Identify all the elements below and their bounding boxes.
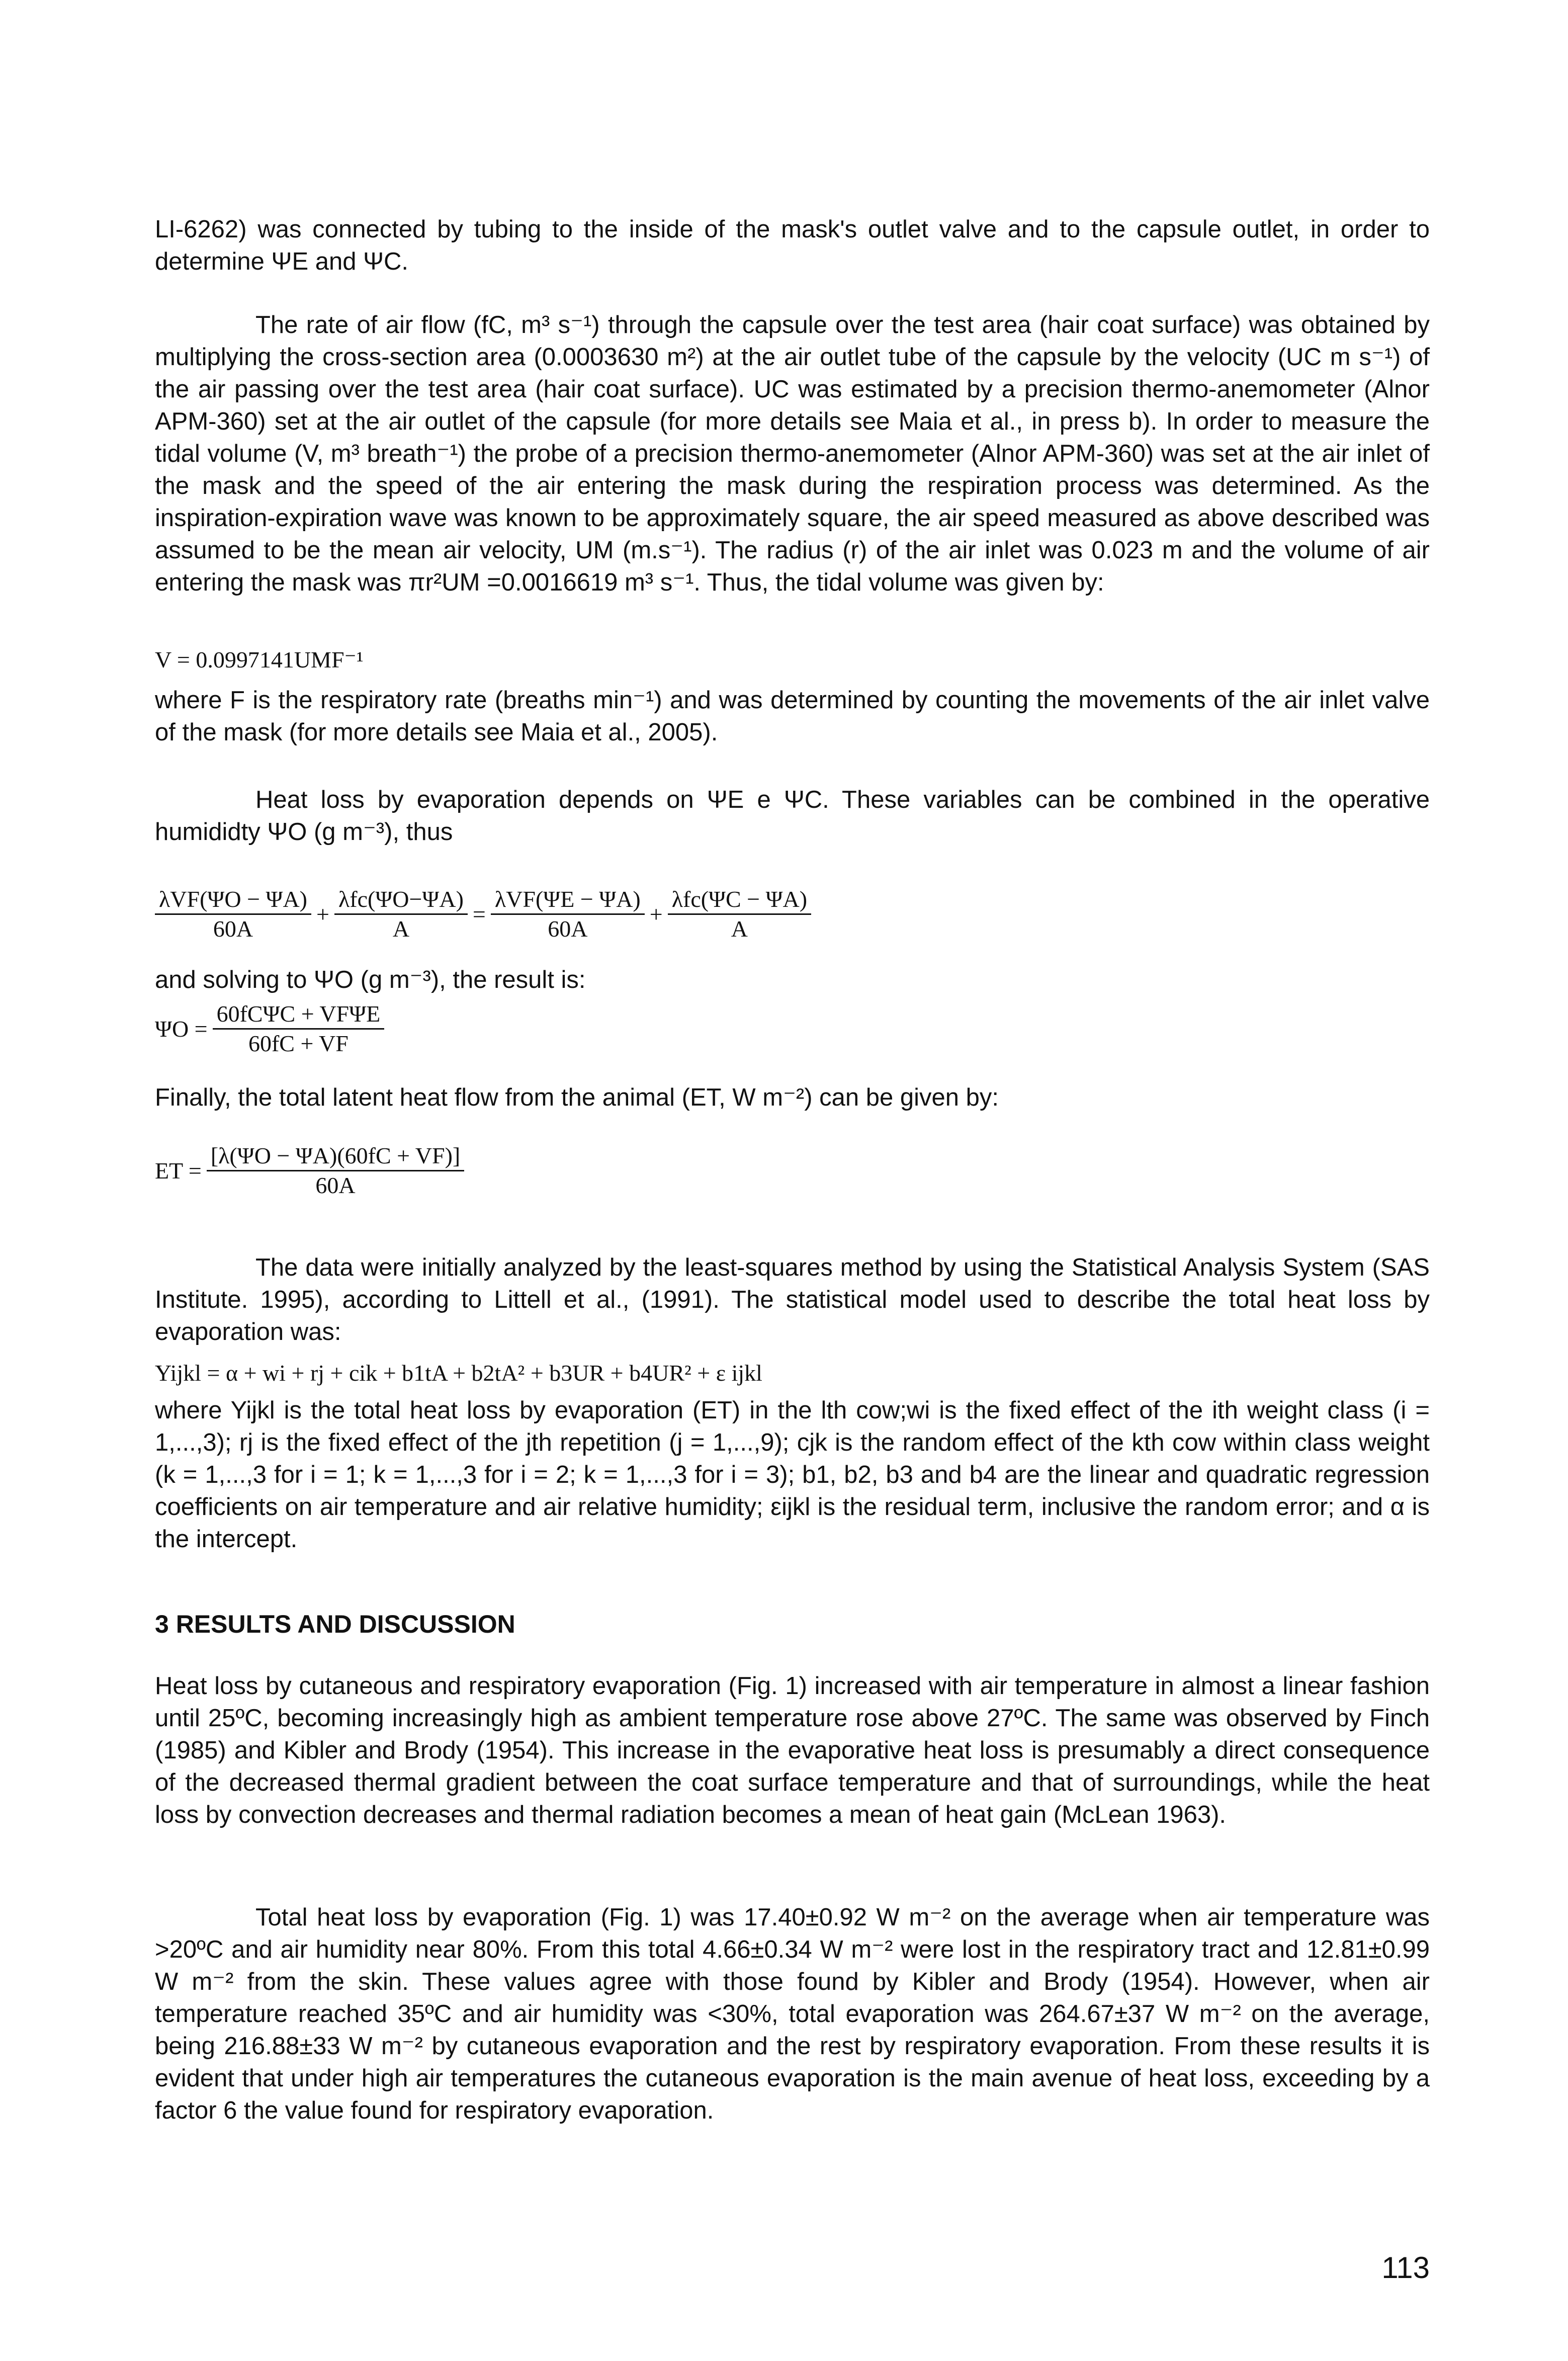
equation-humidity-balance: $\frac{\text{λVF(ΨO − ΨA)}}{60A}$ + $\frac{\text{λfc(ΨO−ΨA)}}{A}$ = $\frac{\text{λVF(ΨE − ΨA)}}{60A}$ + $\frac{\text{λfc(ΨC − ΨA)}}{A}$ (155, 885, 811, 943)
fraction-term-1: $\frac{\text{λVF(ΨO − ΨA)}}{60A}$ (155, 885, 311, 943)
fraction-term-4: $\frac{\text{λfc(ΨC − ΨA)}}{A}$ (668, 885, 811, 943)
fraction-psi-o: $\frac{\text{60fCΨC + VFΨE}}{60fC + VF}$ (213, 1000, 385, 1058)
paragraph-respiratory-rate: where F is the respiratory rate (breaths min⁻¹) and was determined by counting the movements of the air inlet valve of the mask (for more details see Maia et al., 2005). (155, 687, 1430, 746)
equation-tidal-volume: V = 0.0997141UMF⁻¹ (155, 647, 364, 672)
paragraph-solving: and solving to ΨO (g m⁻³), the result is: (155, 966, 586, 993)
fraction-term-2: $\frac{\text{λfc(ΨO−ΨA)}}{A}$ (334, 885, 468, 943)
equation-statistical-model: Yijkl = α + wi + rj + cik + b1tA + b2tA² + b3UR + b4UR² + ε ijkl (155, 1360, 762, 1386)
paragraph-operative-humidity: Heat loss by evaporation depends on ΨE e ΨC. These variables can be combined in the operative humididty ΨO (g m⁻³), thus (155, 786, 1430, 846)
section-heading: 3 RESULTS AND DISCUSSION (155, 1610, 515, 1638)
paragraph-gas-analyzer: LI-6262) was connected by tubing to the inside of the mask's outlet valve and to the capsule outlet, in order to determine ΨE and ΨC. (155, 216, 1430, 275)
equation-psi-o: ΨO = $\frac{\text{60fCΨC + VFΨE}}{60fC + VF}$ (155, 1000, 384, 1058)
paragraph-results-2: Total heat loss by evaporation (Fig. 1) was 17.40±0.92 W m⁻² on the average when air temperature was >20ºC and air humidity near 80%. From this total 4.66±0.34 W m⁻² were lost in the respiratory tract and 12.81±0.99 W m⁻² from the skin. These values agree with those found by Kibler and Brody (1954). However, when air temperature reached 35ºC and air humidity was <30%, total evaporation was 264.67±37 W m⁻² on the average, being 216.88±33 W m⁻² by cutaneous evaporation and the rest by respiratory evaporation. From these results it is evident that under high air temperatures the cutaneous evaporation is the main avenue of heat loss, exceeding by a factor 6 the value found for respiratory evaporation. (155, 1904, 1430, 2124)
paragraph-results-1: Heat loss by cutaneous and respiratory evaporation (Fig. 1) increased with air temperature in almost a linear fashion until 25ºC, becoming increasingly high as ambient temperature rose above 27ºC. The same was observed by Finch (1985) and Kibler and Brody (1954). This increase in the evaporative heat loss is presumably a direct consequence of the decreased thermal gradient between the coat surface temperature and that of surroundings, while the heat loss by convection decreases and thermal radiation becomes a mean of heat gain (McLean 1963). (155, 1672, 1430, 1828)
equation-latent-heat: ET = $\frac{[\lambda(\Psi O - \Psi A)(60fC + VF)]}{60A}$ (155, 1142, 464, 1200)
fraction-term-3: $\frac{\text{λVF(ΨE − ΨA)}}{60A}$ (491, 885, 645, 943)
page-number: 113 (1381, 2251, 1430, 2285)
paragraph-model-terms: where Yijkl is the total heat loss by evaporation (ET) in the lth cow;wi is the fixed effect of the ith weight class (i = 1,...,3); rj is the fixed effect of the jth repetition (j = 1,...,9); cjk is the random effect of the kth cow within class weight (k = 1,...,3 for i = 1; k = 1,...,3 for i = 2; k = 1,...,3 for i = 3); b1, b2, b3 and b4 are the linear and quadratic regression coefficients on air temperature and air relative humidity; εijkl is the residual term, inclusive the random error; and α is the intercept. (155, 1397, 1430, 1553)
paragraph-latent-heat: Finally, the total latent heat flow from the animal (ET, W m⁻²) can be given by: (155, 1084, 999, 1111)
paragraph-statistics: The data were initially analyzed by the least-squares method by using the Statistical Analysis System (SAS Institute. 1995), according to Littell et al., (1991). The statistical model used to describe the total heat loss by evaporation was: (155, 1254, 1430, 1345)
fraction-et: $\frac{[\lambda(\Psi O - \Psi A)(60fC + VF)]}{60A}$ (207, 1142, 464, 1200)
paragraph-air-flow-method: The rate of air flow (fC, m³ s⁻¹) through the capsule over the test area (hair coat surface) was obtained by multiplying the cross-section area (0.0003630 m²) at the air outlet tube of the capsule by the velocity (UC m s⁻¹) of the air passing over the test area (hair coat surface). UC was estimated by a precision thermo-anemometer (Alnor APM-360) set at the air outlet of the capsule (for more details see Maia et al., in press b). In order to measure the tidal volume (V, m³ breath⁻¹) the probe of a precision thermo-anemometer (Alnor APM-360) was set at the air inlet of the mask and the speed of the air entering the mask during the respiration process was determined. As the inspiration-expiration wave was known to be approximately square, the air speed measured as above described was assumed to be the mean air velocity, UM (m.s⁻¹). The radius (r) of the air inlet was 0.023 m and the volume of air entering the mask was πr²UM =0.0016619 m³ s⁻¹. Thus, the tidal volume was given by: (155, 311, 1430, 596)
